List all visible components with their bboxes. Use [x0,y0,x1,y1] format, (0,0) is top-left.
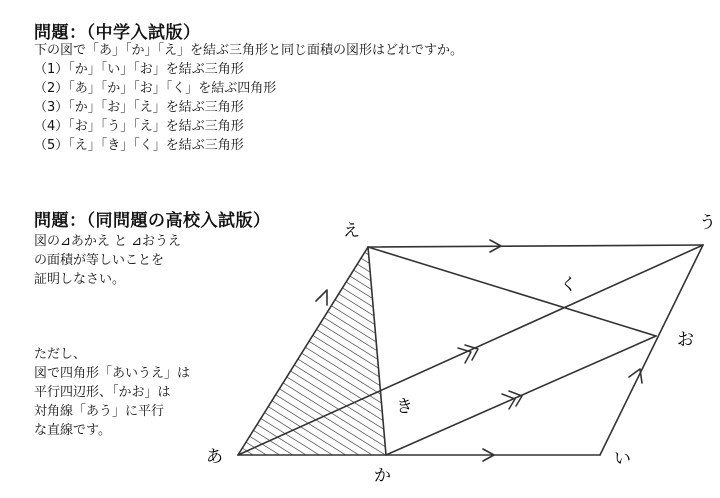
problem1-title: 問題：（中学入試版） [34,23,201,43]
shaded-triangle-akae [238,247,386,455]
point-ka-label: か [374,466,391,486]
note-line-4: 対角線「あう」に平行 [34,404,165,419]
point-ku-label: く [560,275,577,295]
choice-3: （3）「か」「お」「え」を結ぶ三角形 [34,100,244,115]
choice-5: （5）「え」「き」「く」を結ぶ三角形 [34,138,244,153]
point-e-label: え [343,221,360,241]
side-i-u [600,245,703,455]
choice-2: （2）「あ」「か」「お」「く」を結ぶ四角形 [34,81,277,96]
problem2-line-3: 証明しなさい。 [34,272,126,287]
choice-1: （1）「か」「い」「お」を結ぶ三角形 [34,62,244,77]
problem2-line-1: 図の⊿あかえ と ⊿おうえ [34,234,182,249]
point-u-label: う [699,213,716,233]
note-line-3: 平行四辺形、「かお」は [34,385,171,400]
problem1-question: 下の図で「あ」「か」「え」を結ぶ三角形と同じ面積の図形はどれですか。 [34,43,464,58]
point-o-label: お [677,330,694,350]
line-e-o [368,247,656,336]
choice-4: （4）「お」「う」「え」を結ぶ三角形 [34,119,244,134]
side-u-e [368,245,703,247]
note-line-1: ただし、 [34,347,87,362]
point-ki-label: き [396,397,413,417]
problem2-title: 問題：（同問題の高校入試版） [34,211,271,231]
point-i-label: い [614,449,631,469]
problem2-line-2: の面積が等しいことを [34,253,165,268]
point-a-label: あ [206,447,223,467]
parallel-mark-left-side [316,290,327,305]
note-line-2: 図で四角形「あいうえ」は [34,366,191,381]
note-line-5: な直線です。 [34,423,111,438]
